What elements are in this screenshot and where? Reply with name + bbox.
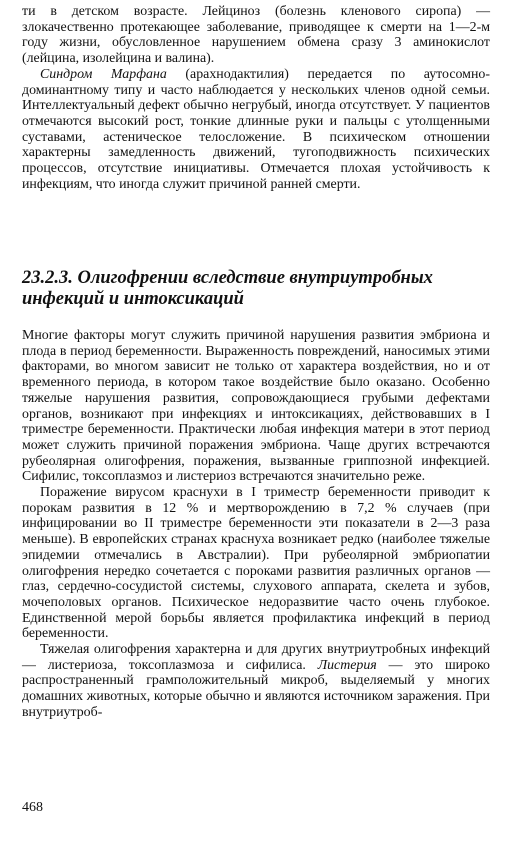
- term-listeria: Листерия: [317, 657, 377, 673]
- section-heading: [22, 268, 490, 310]
- listeria-text-1: Тяжелая олигофрения характерна и для других внутриутробных инфекций — листериоза, токсоплазмоза и сифилиса.: [22, 642, 490, 673]
- paragraph-rubella: Поражение вирусом краснухи в I триместр беременности приводит к порокам развития в 12 % и мертворождению в 7,2 % случаев (при инфицировании во II триместре беременности эти показатели в 2—3 раза меньше). В европейских странах краснуха возникает редко (наиболее тяжелые эпидемии отмечались в Австралии). При рубеолярной эмбриопатии олигофрения нередко сочетается с пороками развития различных органов — глаз, сердечно-сосудистой системы, слухового аппарата, скелета и зубов, мочеполовых органов. Психическое недоразвитие часто очень глубокое. Единственной мерой борьбы является профилактика инфекций в период беременности.: [22, 485, 490, 642]
- marfan-text: (арахнодактилия) передается по аутосомно-доминантному типу и часто наблюдается у нескольких членов одной семьи. Интеллектуальный дефект обычно негрубый, иногда отсутствует. У пациентов отмечаются высокий рост, тонкие длинные руки и пальцы с утолщенными суставами, астеническое телосложение. В психическом отношении характерны замедленность движений, тугоподвижность психических процессов, отсутствие инициативы. Отмечается плохая устойчивость к инфекциям, что иногда служит причиной ранней смерти.: [22, 66, 490, 192]
- paragraph-marfan: [22, 67, 490, 193]
- top-text-block: [22, 4, 490, 192]
- term-marfan: Синдром Марфана: [40, 66, 167, 82]
- paragraph-factors: Многие факторы могут служить причиной нарушения развития эмбриона и плода в период беременности. Выраженность повреждений, наносимых этими факторами, во многом зависит не только от характера воздействия, но и от временного периода, в котором такое воздействие было оказано. Особенно тяжелые нарушения развития, сопровождающиеся грубыми дефектами органов, возникают при инфекциях и интоксикациях, действовавших в I триместре беременности. Практически любая инфекция матери в этот период может служить причиной поражения эмбриона. Чаще других встречаются рубеолярная олигофрения, поражения, вызванные гриппозной инфекцией. Сифилис, токсоплазмоз и листериоз встречаются значительно реже.: [22, 328, 490, 485]
- section-heading-line-2: инфекций и интоксикаций: [22, 289, 244, 309]
- paragraph-listeria: [22, 642, 490, 721]
- paragraph-leucinosis: ти в детском возрасте. Лейциноз (болезнь кленового сиропа) — злокачественно протекающее заболевание, приводящее к смерти на 1—2-м году жизни, обусловленное нарушением обмена сразу 3 аминокислот (лейцина, изолейцина и валина).: [22, 4, 490, 67]
- section-heading-line-1: 23.2.3. Олигофрении вследствие внутриутробных: [22, 268, 433, 288]
- page-number: 468: [22, 800, 43, 815]
- listeria-text-2: — это широко распространенный грамположительный микроб, выделяемый у многих домашних животных, которые обычно и являются источником заражения. При внутриутроб-: [22, 657, 490, 720]
- main-text-block: [22, 328, 490, 721]
